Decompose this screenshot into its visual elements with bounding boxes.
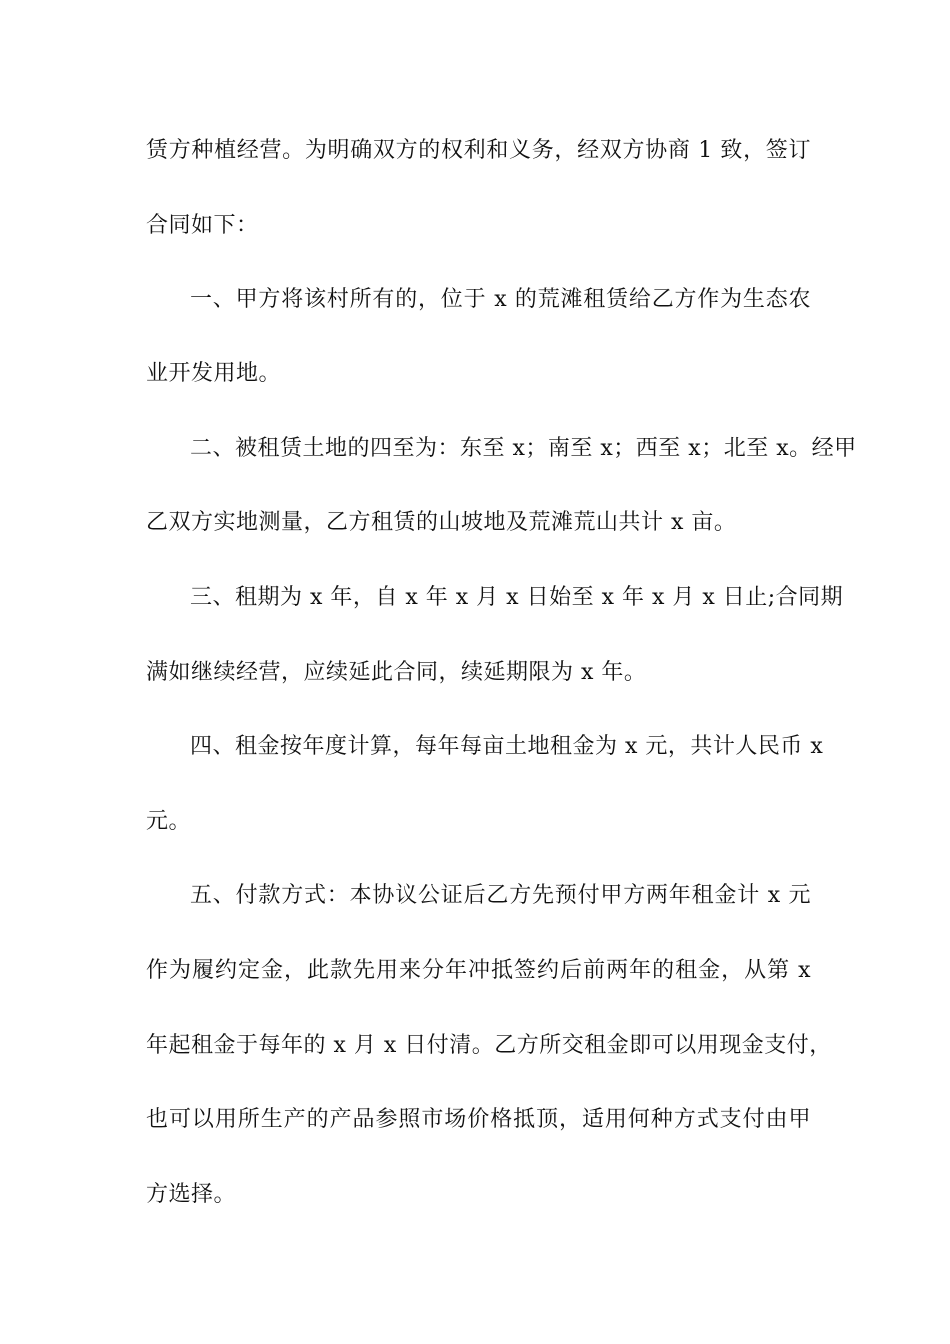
paragraph-5-line: 五、付款方式：本协议公证后乙方先预付甲方两年租金计 x 元 bbox=[190, 883, 811, 908]
text-line: 乙双方实地测量，乙方租赁的山坡地及荒滩荒山共计 x 亩。 bbox=[146, 510, 737, 535]
text-line: 合同如下： bbox=[146, 213, 259, 238]
text-line: 作为履约定金，此款先用来分年冲抵签约后前两年的租金，从第 x bbox=[146, 958, 811, 983]
paragraph-2-line: 二、被租赁土地的四至为：东至 x；南至 x；西至 x；北至 x。经甲 bbox=[190, 436, 857, 461]
text-line: 满如继续经营，应续延此合同，续延期限为 x 年。 bbox=[146, 660, 647, 685]
text-line: 业开发用地。 bbox=[146, 361, 282, 386]
text-line: 年起租金于每年的 x 月 x 日付清。乙方所交租金即可以用现金支付， bbox=[146, 1033, 832, 1058]
text-line: 也可以用所生产的产品参照市场价格抵顶，适用何种方式支付由甲 bbox=[146, 1107, 811, 1132]
text-line: 赁方种植经营。为明确双方的权利和义务，经双方协商 1 致，签订 bbox=[146, 138, 811, 163]
paragraph-4-line: 四、租金按年度计算，每年每亩土地租金为 x 元，共计人民币 x bbox=[190, 734, 824, 759]
paragraph-1-line: 一、甲方将该村所有的，位于 x 的荒滩租赁给乙方作为生态农 bbox=[190, 287, 811, 312]
text-line: 方选择。 bbox=[146, 1182, 237, 1207]
text-line: 元。 bbox=[146, 809, 192, 834]
paragraph-3-line: 三、租期为 x 年，自 x 年 x 月 x 日始至 x 年 x 月 x 日止;合同期 bbox=[190, 585, 844, 610]
